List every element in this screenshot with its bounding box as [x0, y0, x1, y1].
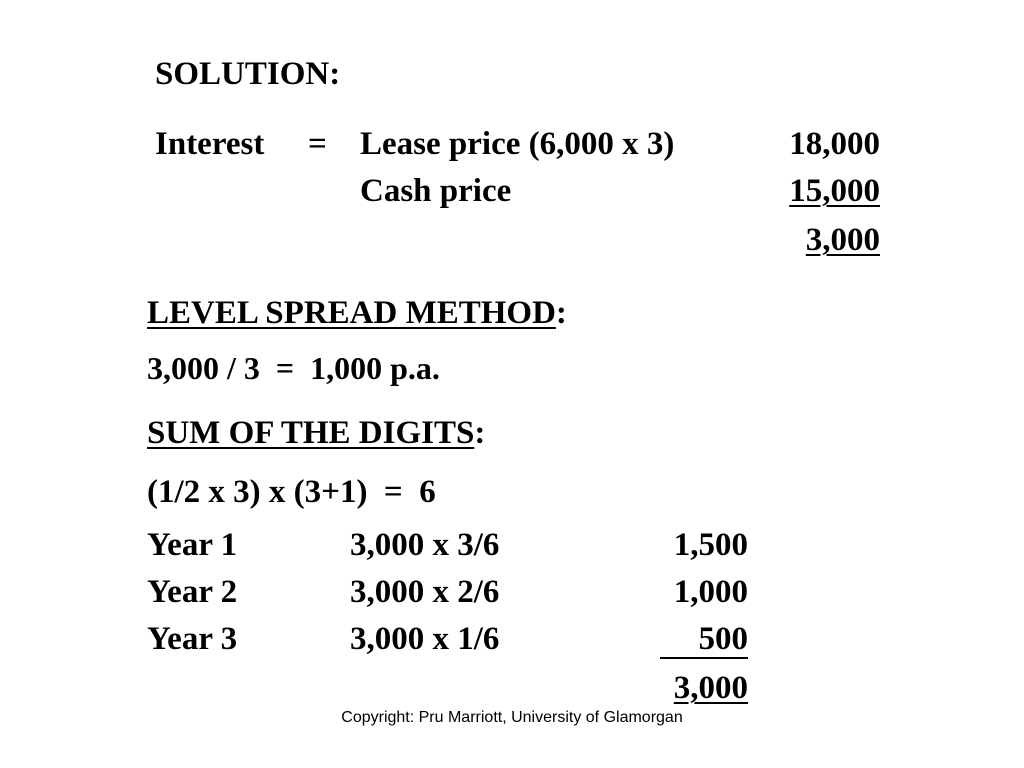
year-3-amount: 500 [698, 621, 748, 657]
cash-price-value [740, 175, 880, 208]
year-3-label: Year 3 [147, 621, 238, 657]
cash-price-amount: 15,000 [789, 173, 880, 209]
lease-price-label: Lease price (6,000 x 3) [360, 126, 675, 162]
sum-digits-heading [147, 417, 485, 450]
sum-digits-title: SUM OF THE DIGITS [147, 415, 475, 451]
cash-price-label: Cash price [360, 173, 512, 209]
interest-total [740, 224, 880, 257]
level-spread-title: LEVEL SPREAD METHOD [147, 295, 556, 331]
sum-digits-formula: (1/2 x 3) x (3+1) = 6 [147, 474, 436, 510]
year-3-underline [660, 657, 748, 659]
year-1-calc: 3,000 x 3/6 [350, 527, 500, 563]
interest-equals: = [308, 126, 327, 162]
year-1-amount: 1,500 [673, 527, 748, 563]
interest-total-amount: 3,000 [805, 222, 880, 258]
sum-digits-total-amount: 3,000 [673, 670, 748, 706]
level-spread-heading [147, 297, 567, 330]
year-2-amount: 1,000 [673, 574, 748, 610]
year-1-label: Year 1 [147, 527, 238, 563]
level-spread-formula: 3,000 / 3 = 1,000 p.a. [147, 350, 440, 386]
copyright-footer: Copyright: Pru Marriott, University of Glamorgan [341, 709, 683, 726]
interest-label: Interest [155, 126, 265, 162]
sum-digits-colon: : [474, 415, 486, 451]
solution-heading: SOLUTION: [155, 56, 341, 92]
sum-digits-total [600, 672, 748, 705]
year-2-label: Year 2 [147, 574, 238, 610]
level-spread-colon: : [555, 295, 567, 331]
year-3-calc: 3,000 x 1/6 [350, 621, 500, 657]
year-2-calc: 3,000 x 2/6 [350, 574, 500, 610]
lease-price-value: 18,000 [789, 126, 880, 162]
